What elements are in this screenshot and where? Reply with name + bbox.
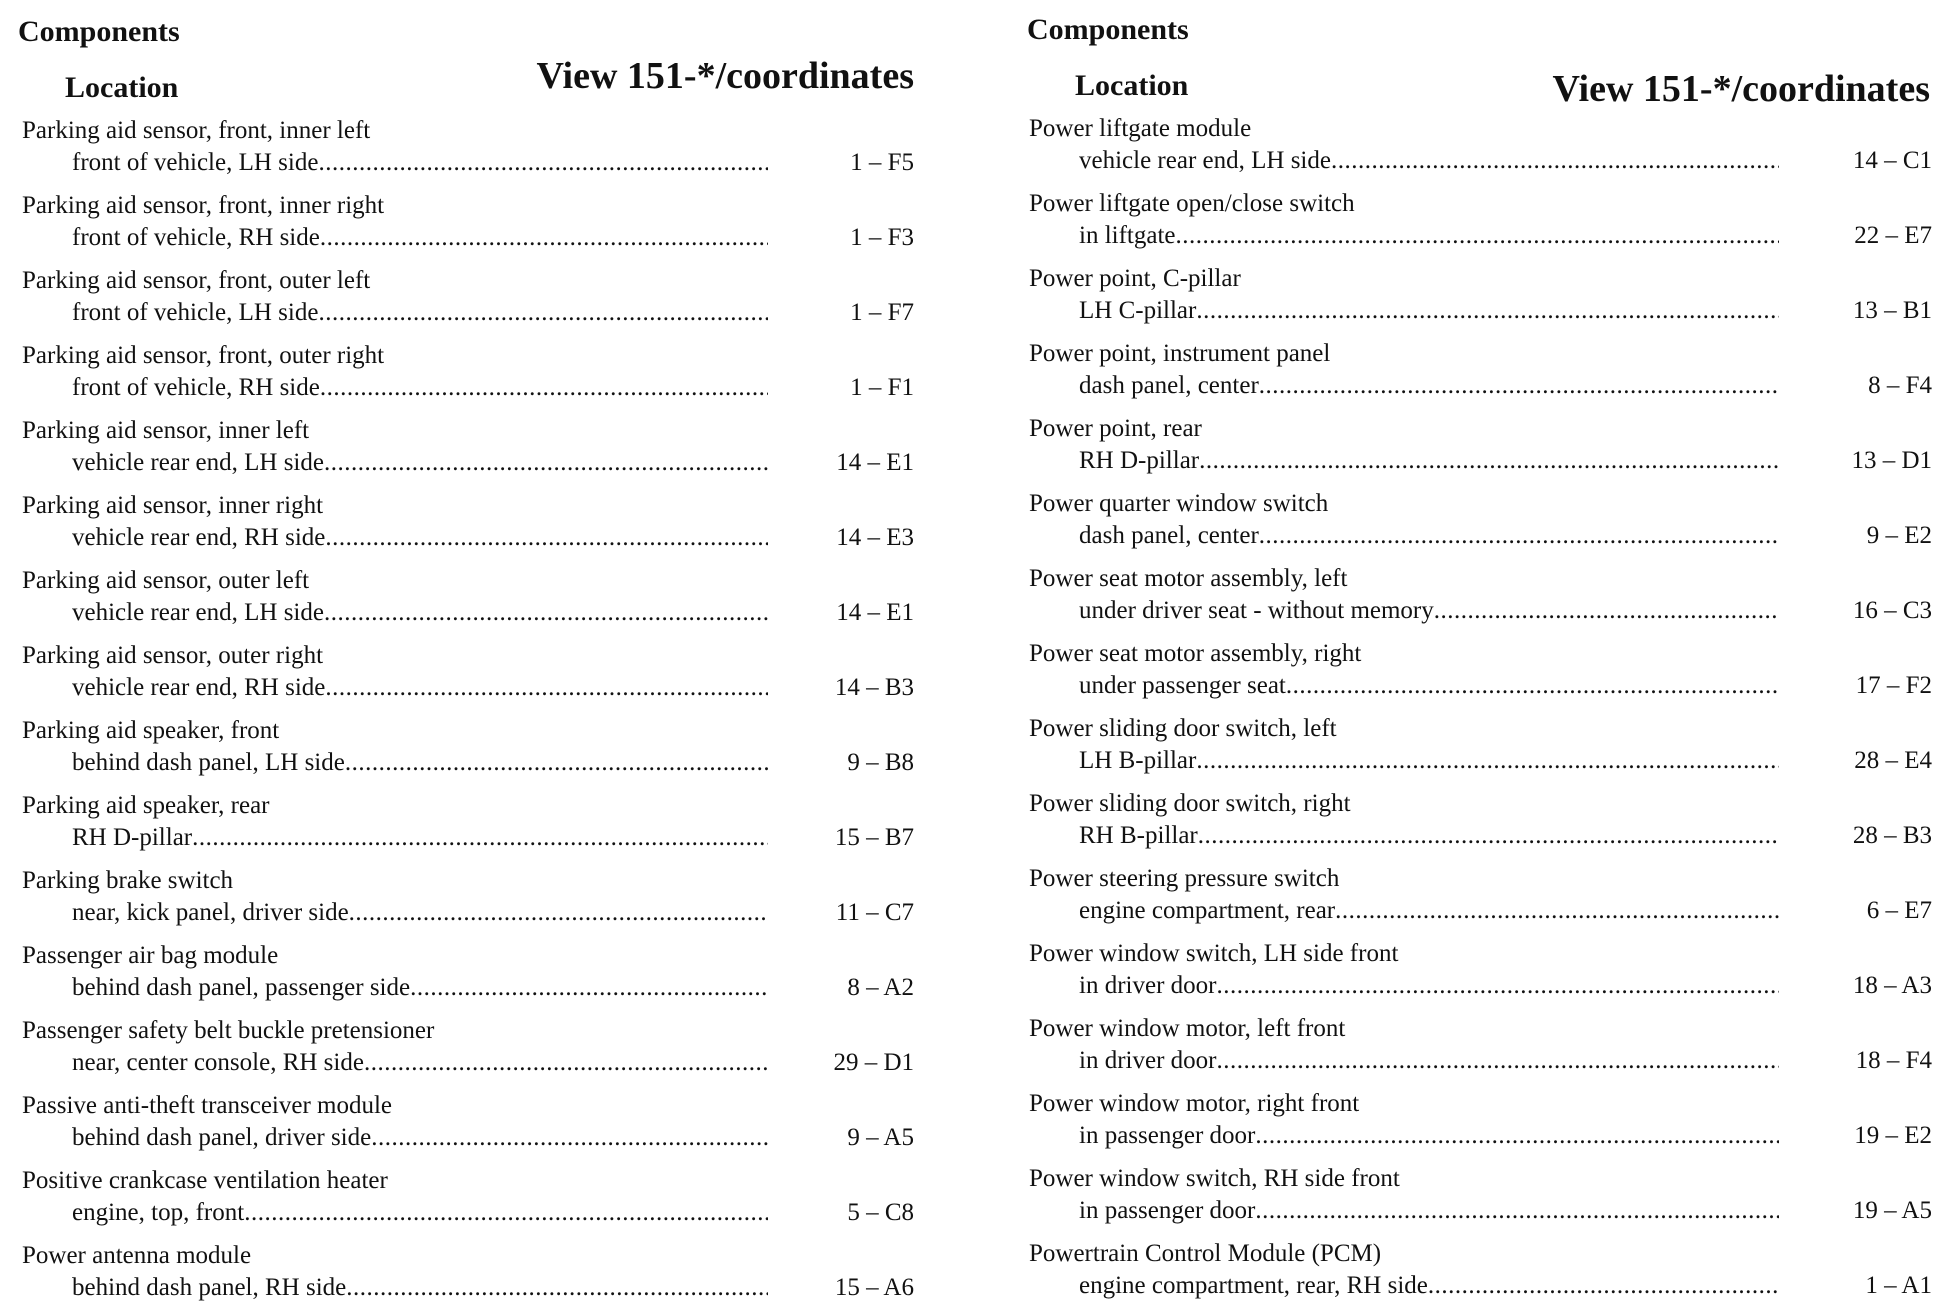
- view-coordinate: 28 – E4: [1854, 747, 1932, 774]
- list-item: [0, 341, 940, 416]
- location-line: [1079, 1271, 1779, 1301]
- view-coordinate: 11 – C7: [835, 899, 914, 926]
- component-name: Parking aid sensor, front, outer right: [22, 342, 385, 369]
- location-line: [1079, 1121, 1779, 1151]
- view-coordinate: 9 – A5: [847, 1124, 914, 1151]
- location-line: [72, 1123, 768, 1153]
- list-item: [0, 941, 940, 1016]
- location-line: [1079, 746, 1779, 776]
- list-item: [0, 1091, 940, 1166]
- list-item: [1005, 564, 1942, 639]
- component-name: Power point, C-pillar: [1029, 265, 1241, 292]
- dot-leader: [1199, 446, 1779, 476]
- list-item: [0, 716, 940, 791]
- list-item: [1005, 489, 1942, 564]
- component-location: dash panel, center: [1079, 372, 1259, 399]
- location-line: [72, 823, 768, 853]
- list-item: [1005, 939, 1942, 1014]
- right-column: [1005, 0, 1942, 1312]
- dot-leader: [320, 223, 768, 253]
- component-name: Power window motor, right front: [1029, 1090, 1360, 1117]
- location-line: [72, 748, 768, 778]
- component-location: front of vehicle, RH side: [72, 224, 320, 251]
- location-line: [1079, 896, 1779, 926]
- component-location: near, center console, RH side: [72, 1049, 364, 1076]
- component-name: Power window switch, LH side front: [1029, 940, 1399, 967]
- component-location: vehicle rear end, RH side: [72, 674, 326, 701]
- component-location: in liftgate: [1079, 222, 1176, 249]
- component-name: Powertrain Control Module (PCM): [1029, 1240, 1382, 1267]
- dot-leader: [1216, 1046, 1779, 1076]
- view-coordinate: 13 – D1: [1851, 447, 1932, 474]
- component-name: Passive anti-theft transceiver module: [22, 1092, 393, 1119]
- component-name: Parking brake switch: [22, 867, 234, 894]
- component-location: near, kick panel, driver side: [72, 899, 349, 926]
- list-item: [1005, 789, 1942, 864]
- list-item: [0, 641, 940, 716]
- component-list: [0, 116, 940, 1316]
- component-name: Parking aid sensor, outer right: [22, 642, 324, 669]
- location-line: [1079, 521, 1779, 551]
- dot-leader: [1176, 221, 1780, 251]
- component-location: front of vehicle, LH side: [72, 149, 319, 176]
- list-item: [1005, 1089, 1942, 1164]
- location-line: [1079, 446, 1779, 476]
- view-coordinate: 14 – C1: [1852, 147, 1932, 174]
- list-item: [1005, 264, 1942, 339]
- location-line: [72, 523, 768, 553]
- component-name: Power seat motor assembly, right: [1029, 640, 1362, 667]
- view-coordinate: 1 – F5: [850, 149, 914, 176]
- list-item: [1005, 1239, 1942, 1314]
- location-line: [72, 673, 768, 703]
- component-location: engine, top, front: [72, 1199, 245, 1226]
- component-name: Power window switch, RH side front: [1029, 1165, 1400, 1192]
- view-coordinate: 1 – F7: [850, 299, 914, 326]
- location-line: [72, 898, 768, 928]
- component-location: behind dash panel, RH side: [72, 1274, 347, 1301]
- dot-leader: [1434, 596, 1779, 626]
- list-item: [0, 491, 940, 566]
- dot-leader: [324, 448, 768, 478]
- view-coordinate: 14 – E3: [836, 524, 914, 551]
- location-line: [1079, 296, 1779, 326]
- view-coordinate: 19 – E2: [1854, 1122, 1932, 1149]
- location-line: [1079, 671, 1779, 701]
- dot-leader: [1428, 1271, 1779, 1301]
- component-location: vehicle rear end, RH side: [72, 524, 326, 551]
- list-item: [1005, 189, 1942, 264]
- location-line: [1079, 1046, 1779, 1076]
- view-coordinates-label: View 151-*/coordinates: [536, 55, 914, 97]
- components-heading: Components: [18, 15, 180, 48]
- dot-leader: [325, 523, 768, 553]
- view-coordinate: 22 – E7: [1854, 222, 1932, 249]
- dot-leader: [1286, 671, 1779, 701]
- list-item: [1005, 114, 1942, 189]
- view-coordinate: 15 – A6: [834, 1274, 914, 1301]
- dot-leader: [1196, 296, 1779, 326]
- component-name: Parking aid sensor, inner left: [22, 417, 310, 444]
- list-item: [1005, 414, 1942, 489]
- view-coordinate: 28 – B3: [1852, 822, 1932, 849]
- list-item: [0, 416, 940, 491]
- component-name: Power point, instrument panel: [1029, 340, 1331, 367]
- list-item: [0, 1241, 940, 1316]
- dot-leader: [318, 298, 768, 328]
- component-name: Parking aid sensor, inner right: [22, 492, 324, 519]
- dot-leader: [1196, 746, 1779, 776]
- component-name: Power sliding door switch, left: [1029, 715, 1337, 742]
- component-location: behind dash panel, LH side: [72, 749, 345, 776]
- dot-leader: [192, 823, 768, 853]
- view-coordinate: 8 – F4: [1868, 372, 1932, 399]
- component-location: in driver door: [1079, 972, 1217, 999]
- dot-leader: [325, 673, 768, 703]
- location-column-label: Location: [65, 71, 179, 104]
- dot-leader: [371, 1123, 768, 1153]
- dot-leader: [1255, 1196, 1779, 1226]
- component-location: vehicle rear end, LH side: [72, 449, 324, 476]
- component-name: Parking aid speaker, rear: [22, 792, 270, 819]
- component-location: behind dash panel, driver side: [72, 1124, 372, 1151]
- location-line: [72, 1273, 768, 1303]
- dot-leader: [349, 898, 768, 928]
- dot-leader: [1198, 821, 1779, 851]
- component-list: [1005, 114, 1942, 1314]
- list-item: [0, 191, 940, 266]
- location-line: [72, 373, 768, 403]
- component-name: Power sliding door switch, right: [1029, 790, 1351, 817]
- dot-leader: [1335, 896, 1779, 926]
- location-line: [72, 1198, 768, 1228]
- view-coordinate: 1 – F1: [850, 374, 914, 401]
- list-item: [0, 791, 940, 866]
- view-coordinate: 17 – F2: [1855, 672, 1932, 699]
- component-location: vehicle rear end, LH side: [1079, 147, 1331, 174]
- list-item: [1005, 1164, 1942, 1239]
- component-name: Power seat motor assembly, left: [1029, 565, 1348, 592]
- component-location: engine compartment, rear, RH side: [1079, 1272, 1428, 1299]
- component-name: Power antenna module: [22, 1242, 252, 1269]
- list-item: [0, 266, 940, 341]
- dot-leader: [346, 1273, 768, 1303]
- location-line: [1079, 596, 1779, 626]
- list-item: [1005, 864, 1942, 939]
- component-name: Power point, rear: [1029, 415, 1202, 442]
- list-item: [0, 866, 940, 941]
- location-line: [1079, 146, 1779, 176]
- component-location: dash panel, center: [1079, 522, 1259, 549]
- view-coordinate: 5 – C8: [847, 1199, 914, 1226]
- component-location: LH B-pillar: [1079, 747, 1197, 774]
- location-line: [1079, 221, 1779, 251]
- dot-leader: [1259, 521, 1779, 551]
- dot-leader: [1216, 971, 1779, 1001]
- list-item: [1005, 1014, 1942, 1089]
- location-column-label: Location: [1075, 69, 1189, 102]
- component-name: Parking aid sensor, front, outer left: [22, 267, 371, 294]
- component-name: Power quarter window switch: [1029, 490, 1329, 517]
- component-name: Parking aid sensor, outer left: [22, 567, 310, 594]
- view-coordinate: 8 – A2: [847, 974, 914, 1001]
- view-coordinate: 1 – A1: [1865, 1272, 1932, 1299]
- dot-leader: [364, 1048, 768, 1078]
- list-item: [0, 1166, 940, 1241]
- component-location: LH C-pillar: [1079, 297, 1197, 324]
- dot-leader: [410, 973, 768, 1003]
- list-item: [1005, 339, 1942, 414]
- list-item: [0, 116, 940, 191]
- view-coordinate: 6 – E7: [1866, 897, 1932, 924]
- location-line: [1079, 1196, 1779, 1226]
- location-line: [1079, 821, 1779, 851]
- view-coordinate: 18 – A3: [1852, 972, 1932, 999]
- view-coordinate: 14 – E1: [836, 599, 914, 626]
- component-location: engine compartment, rear: [1079, 897, 1336, 924]
- component-location: front of vehicle, LH side: [72, 299, 319, 326]
- component-location: in passenger door: [1079, 1122, 1256, 1149]
- component-name: Power window motor, left front: [1029, 1015, 1346, 1042]
- location-line: [72, 148, 768, 178]
- view-coordinate: 14 – E1: [836, 449, 914, 476]
- component-location: under driver seat - without memory: [1079, 597, 1434, 624]
- location-line: [72, 448, 768, 478]
- location-line: [72, 223, 768, 253]
- component-location: RH B-pillar: [1079, 822, 1198, 849]
- list-item: [1005, 639, 1942, 714]
- component-name: Parking aid sensor, front, inner right: [22, 192, 385, 219]
- view-coordinate: 16 – C3: [1852, 597, 1932, 624]
- location-line: [72, 973, 768, 1003]
- view-coordinates-label: View 151-*/coordinates: [1552, 68, 1930, 110]
- dot-leader: [318, 148, 768, 178]
- dot-leader: [244, 1198, 768, 1228]
- component-location: RH D-pillar: [1079, 447, 1200, 474]
- component-name: Positive crankcase ventilation heater: [22, 1167, 388, 1194]
- component-location: under passenger seat: [1079, 672, 1286, 699]
- view-coordinate: 14 – B3: [834, 674, 914, 701]
- component-name: Passenger air bag module: [22, 942, 279, 969]
- component-name: Parking aid sensor, front, inner left: [22, 117, 371, 144]
- view-coordinate: 13 – B1: [1852, 297, 1932, 324]
- location-line: [72, 1048, 768, 1078]
- view-coordinate: 9 – B8: [847, 749, 914, 776]
- location-line: [72, 598, 768, 628]
- component-name: Power liftgate open/close switch: [1029, 190, 1355, 217]
- location-line: [1079, 371, 1779, 401]
- location-line: [1079, 971, 1779, 1001]
- view-coordinate: 29 – D1: [833, 1049, 914, 1076]
- dot-leader: [324, 598, 768, 628]
- location-line: [72, 298, 768, 328]
- component-name: Power liftgate module: [1029, 115, 1252, 142]
- view-coordinate: 18 – F4: [1855, 1047, 1932, 1074]
- view-coordinate: 1 – F3: [850, 224, 914, 251]
- component-location: in passenger door: [1079, 1197, 1256, 1224]
- component-location: RH D-pillar: [72, 824, 193, 851]
- component-location: behind dash panel, passenger side: [72, 974, 411, 1001]
- list-item: [0, 566, 940, 641]
- dot-leader: [1255, 1121, 1779, 1151]
- component-name: Parking aid speaker, front: [22, 717, 280, 744]
- component-location: in driver door: [1079, 1047, 1217, 1074]
- components-heading: Components: [1027, 13, 1189, 46]
- dot-leader: [1331, 146, 1779, 176]
- list-item: [1005, 714, 1942, 789]
- component-location: vehicle rear end, LH side: [72, 599, 324, 626]
- component-name: Power steering pressure switch: [1029, 865, 1340, 892]
- component-location: front of vehicle, RH side: [72, 374, 320, 401]
- dot-leader: [345, 748, 768, 778]
- component-name: Passenger safety belt buckle pretensioner: [22, 1017, 435, 1044]
- view-coordinate: 19 – A5: [1852, 1197, 1932, 1224]
- dot-leader: [320, 373, 768, 403]
- view-coordinate: 15 – B7: [834, 824, 914, 851]
- dot-leader: [1259, 371, 1779, 401]
- list-item: [0, 1016, 940, 1091]
- left-column: [0, 0, 940, 1312]
- view-coordinate: 9 – E2: [1866, 522, 1932, 549]
